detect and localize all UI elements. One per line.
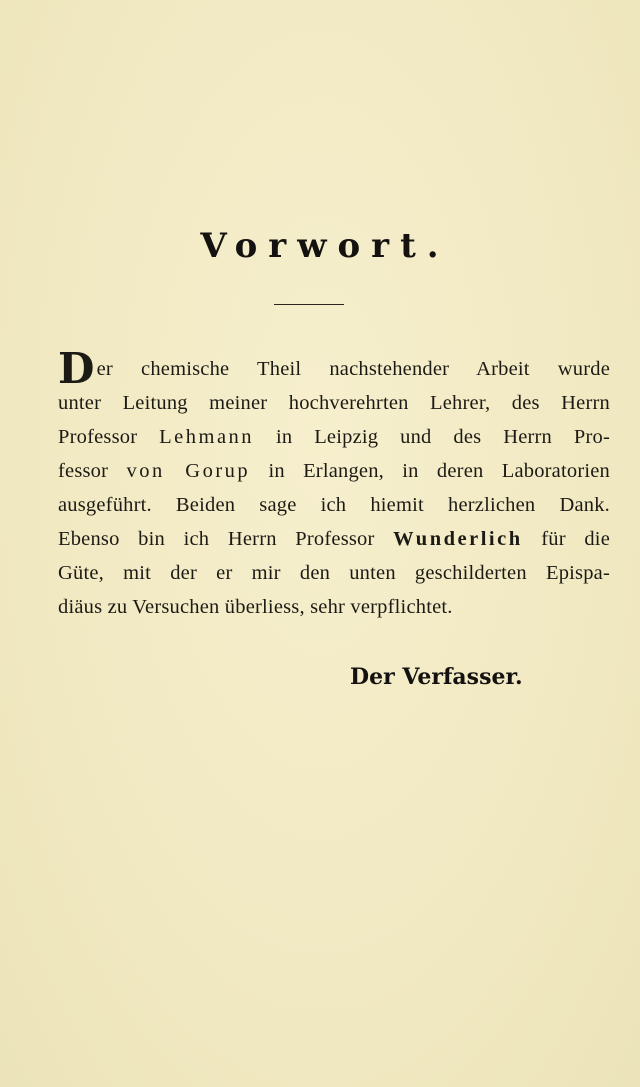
text-line-3-b: in Leipzig und des Herrn Pro- (254, 426, 610, 448)
text-line-6-a: Ebenso bin ich Herrn Professor (58, 528, 394, 550)
text-line-3-a: Professor (58, 426, 160, 448)
name-lehmann: Lehmann (159, 426, 255, 448)
text-line-6-b: für die (522, 528, 610, 550)
page-title: Vorwort. (200, 226, 450, 266)
text-line-4-b: in Erlangen, in deren Laboratorien (250, 460, 610, 482)
text-line-6 (58, 522, 610, 556)
text-line-2: unter Leitung meiner hochverehrten Lehrer, des Herrn (58, 392, 610, 414)
name-wunderlich: Wunderlich (393, 528, 523, 550)
text-line-4-a: fessor (58, 460, 127, 482)
text-line-3 (58, 420, 610, 454)
text-line-4 (58, 454, 610, 488)
text-line-5: ausgeführt. Beiden sage ich hiemit herzlichen Dank. (58, 494, 610, 516)
text-line-1-rest: er chemische Theil nachstehender Arbeit wurde (96, 358, 610, 380)
text-line-7: Güte, mit der er mir den unten geschilderten Epispa- (58, 562, 610, 584)
text-line-8: diäus zu Versuchen überliess, sehr verpflichtet. (58, 596, 453, 618)
name-von-gorup: von Gorup (126, 460, 251, 482)
text-line-1 (58, 344, 610, 393)
title-divider (274, 304, 344, 305)
author-signature: Der Verfasser. (350, 664, 523, 690)
drop-capital: D (58, 344, 95, 393)
preface-paragraph (58, 344, 610, 624)
